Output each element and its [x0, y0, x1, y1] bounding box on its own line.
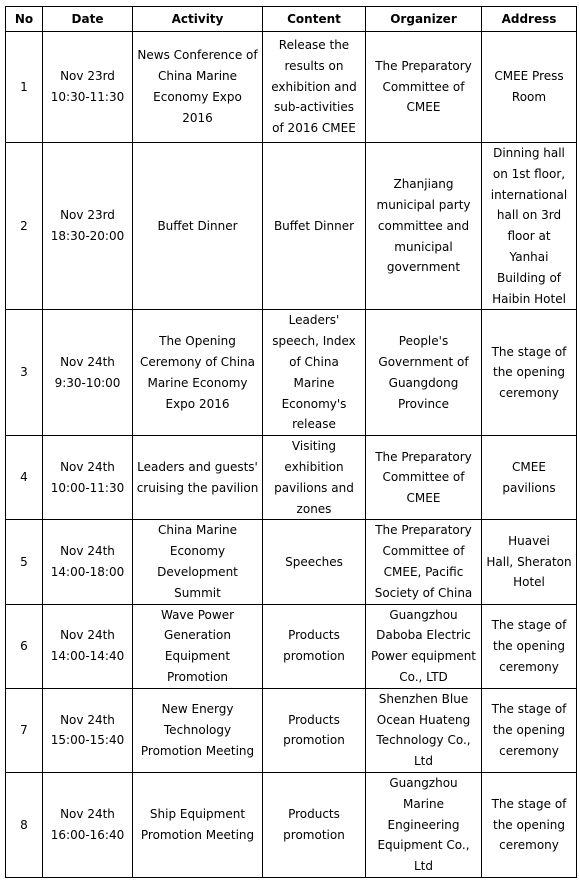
cell-content: Products promotion — [263, 604, 366, 688]
cell-activity: Buffet Dinner — [133, 143, 263, 310]
cell-no: 2 — [6, 143, 43, 310]
cell-content: Leaders' speech, Index of China Marine Economy's release — [263, 310, 366, 436]
header-content: Content — [263, 7, 366, 32]
table-row — [6, 688, 577, 772]
cell-activity: News Conference of China Marine Economy Expo 2016 — [133, 32, 263, 143]
cell-address: The stage of the opening ceremony — [482, 772, 577, 877]
cell-no: 7 — [6, 688, 43, 772]
cell-no: 6 — [6, 604, 43, 688]
header-row — [6, 7, 577, 32]
cell-no: 3 — [6, 310, 43, 436]
cell-date: Nov 24th 16:00-16:40 — [43, 772, 133, 877]
cell-date: Nov 24th 10:00-11:30 — [43, 436, 133, 520]
cell-activity: The Opening Ceremony of China Marine Economy Expo 2016 — [133, 310, 263, 436]
table-row — [6, 32, 577, 143]
header-activity: Activity — [133, 7, 263, 32]
cell-no: 8 — [6, 772, 43, 877]
cell-no: 4 — [6, 436, 43, 520]
cell-organizer: The Preparatory Committee of CMEE, Pacific Society of China — [366, 520, 482, 604]
cell-content: Buffet Dinner — [263, 143, 366, 310]
cell-organizer: The Preparatory Committee of CMEE — [366, 436, 482, 520]
cell-content: Visiting exhibition pavilions and zones — [263, 436, 366, 520]
cell-date: Nov 23rd 10:30-11:30 — [43, 32, 133, 143]
cell-organizer: Shenzhen Blue Ocean Huateng Technology Co., Ltd — [366, 688, 482, 772]
cell-activity: Wave Power Generation Equipment Promotion — [133, 604, 263, 688]
cell-content: Products promotion — [263, 772, 366, 877]
cell-address: The stage of the opening ceremony — [482, 310, 577, 436]
header-address: Address — [482, 7, 577, 32]
cell-date: Nov 24th 14:00-18:00 — [43, 520, 133, 604]
cell-address: CMEE Press Room — [482, 32, 577, 143]
cell-organizer: People's Government of Guangdong Province — [366, 310, 482, 436]
cell-date: Nov 24th 9:30-10:00 — [43, 310, 133, 436]
table-row — [6, 436, 577, 520]
cell-date: Nov 23rd 18:30-20:00 — [43, 143, 133, 310]
cell-activity: Ship Equipment Promotion Meeting — [133, 772, 263, 877]
cell-no: 1 — [6, 32, 43, 143]
table-row — [6, 772, 577, 877]
cell-date: Nov 24th 14:00-14:40 — [43, 604, 133, 688]
table-row — [6, 604, 577, 688]
cell-organizer: Guangzhou Marine Engineering Equipment Co., Ltd — [366, 772, 482, 877]
cell-organizer: The Preparatory Committee of CMEE — [366, 32, 482, 143]
cell-address: The stage of the opening ceremony — [482, 688, 577, 772]
table-row — [6, 143, 577, 310]
cell-activity: China Marine Economy Development Summit — [133, 520, 263, 604]
cell-content: Products promotion — [263, 688, 366, 772]
cell-date: Nov 24th 15:00-15:40 — [43, 688, 133, 772]
cell-organizer: Guangzhou Daboba Electric Power equipment Co., LTD — [366, 604, 482, 688]
table-row — [6, 520, 577, 604]
cell-content: Release the results on exhibition and sub-activities of 2016 CMEE — [263, 32, 366, 143]
cell-address: The stage of the opening ceremony — [482, 604, 577, 688]
schedule-table — [5, 6, 577, 878]
table-row — [6, 310, 577, 436]
cell-no: 5 — [6, 520, 43, 604]
cell-activity: Leaders and guests' cruising the pavilion — [133, 436, 263, 520]
header-organizer: Organizer — [366, 7, 482, 32]
cell-activity: New Energy Technology Promotion Meeting — [133, 688, 263, 772]
cell-content: Speeches — [263, 520, 366, 604]
header-no: No — [6, 7, 43, 32]
cell-address: Huavei Hall, Sheraton Hotel — [482, 520, 577, 604]
cell-organizer: Zhanjiang municipal party committee and municipal government — [366, 143, 482, 310]
header-date: Date — [43, 7, 133, 32]
cell-address: CMEE pavilions — [482, 436, 577, 520]
cell-address: Dinning hall on 1st floor, international hall on 3rd floor at Yanhai Building of Haibin Hotel — [482, 143, 577, 310]
